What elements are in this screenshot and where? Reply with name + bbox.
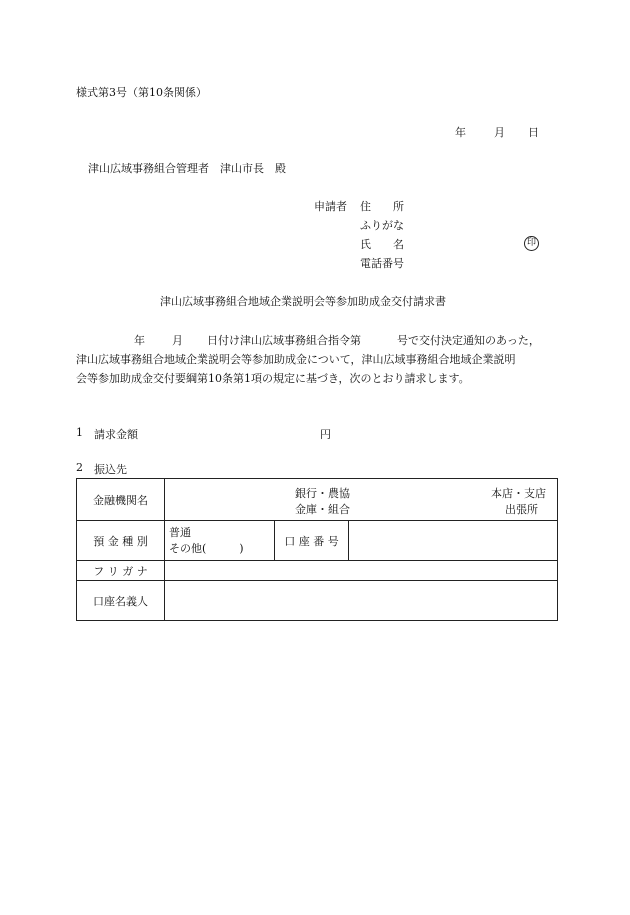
- bank-type-1: 銀行・農協: [295, 487, 350, 500]
- furigana-label: ふりがな: [360, 219, 404, 232]
- item1-label: 請求金額: [94, 428, 138, 441]
- branch-type-1: 本店・支店: [491, 487, 546, 500]
- address-label: 住 所: [360, 200, 404, 213]
- deposit-type-field[interactable]: [165, 521, 275, 561]
- account-number-label: 口 座 番 号: [275, 521, 349, 561]
- deposit-option-other: その他( ): [169, 541, 244, 555]
- date-year: 年: [455, 126, 466, 139]
- institution-label: 金融機関名: [77, 479, 165, 521]
- account-number-field[interactable]: [349, 521, 558, 561]
- item2-number: 2: [76, 461, 83, 474]
- body-line3: 会等参加助成金交付要綱第10条第1項の規定に基づき，次のとおり請求します。: [76, 372, 470, 385]
- institution-row: [77, 479, 558, 521]
- applicant-label: 申請者: [314, 200, 347, 213]
- addressee: 津山広域事務組合管理者 津山市長 殿: [88, 162, 286, 175]
- deposit-type-label: 預 金 種 別: [77, 521, 165, 561]
- document-title: 津山広域事務組合地域企業説明会等参加助成金交付請求書: [160, 295, 446, 308]
- phone-label: 電話番号: [360, 257, 404, 270]
- body-month: 月: [172, 334, 183, 347]
- seal-mark: 印: [524, 236, 539, 251]
- furigana-row: [77, 561, 558, 581]
- body-line1-end: 号で交付決定通知のあった，: [397, 334, 540, 347]
- bank-table: [76, 478, 558, 621]
- bank-type-2: 金庫・組合: [295, 503, 350, 516]
- body-line2: 津山広域事務組合地域企業説明会等参加助成金について，津山広域事務組合地域企業説明: [76, 353, 516, 366]
- name-label: 氏 名: [360, 238, 404, 251]
- deposit-row: [77, 521, 558, 561]
- holder-field[interactable]: [165, 581, 558, 621]
- furigana-field[interactable]: [165, 561, 558, 581]
- holder-row: [77, 581, 558, 621]
- date-day: 日: [528, 126, 539, 139]
- body-year: 年: [134, 334, 145, 347]
- deposit-option-ordinary: 普通: [169, 525, 191, 539]
- body-line1-text: 日付け津山広域事務組合指令第: [207, 334, 361, 347]
- form-number: 様式第3号（第10条関係）: [76, 86, 207, 99]
- item2-label: 振込先: [94, 463, 127, 476]
- date-month: 月: [494, 126, 505, 139]
- item1-number: 1: [76, 426, 83, 439]
- branch-type-2: 出張所: [505, 503, 538, 516]
- item1-unit: 円: [320, 428, 331, 441]
- institution-field[interactable]: [165, 479, 558, 521]
- furigana-row-label: フ リ ガ ナ: [77, 561, 165, 581]
- holder-label: 口座名義人: [77, 581, 165, 621]
